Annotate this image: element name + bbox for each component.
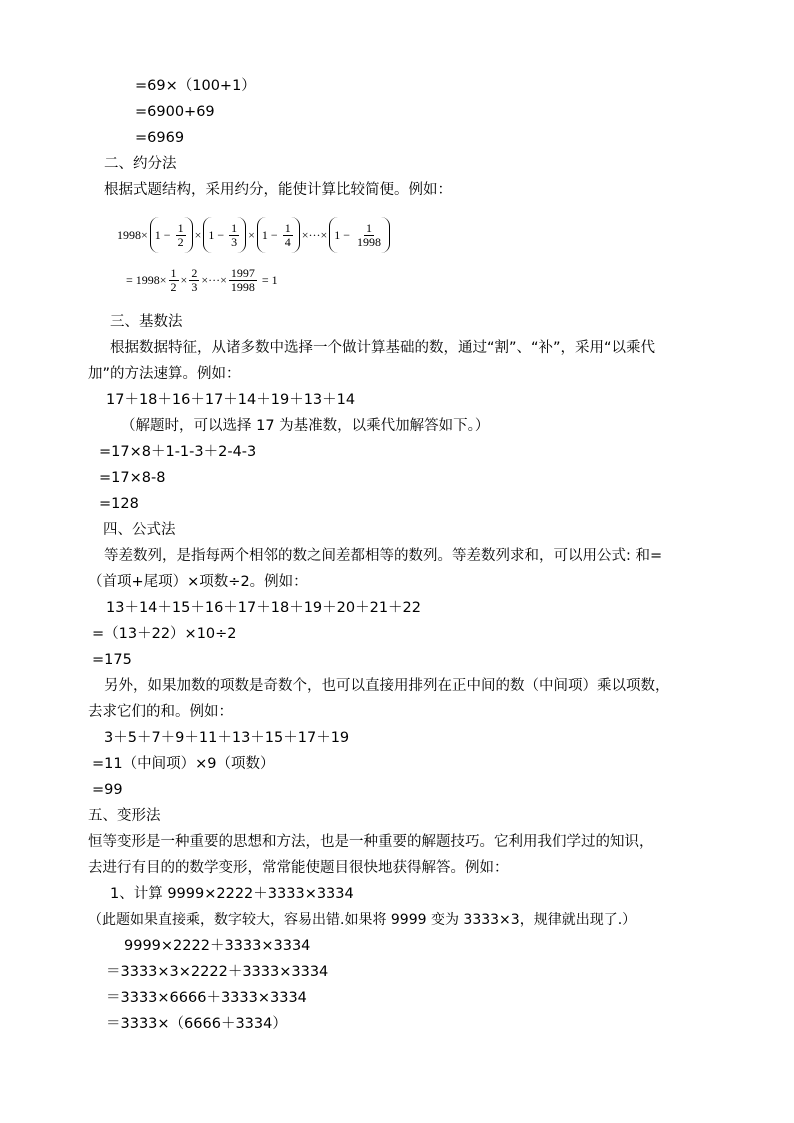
formula-text: × <box>248 227 255 242</box>
fraction <box>283 222 293 249</box>
formula-text: 1 − <box>208 227 225 242</box>
formula-text: 1 − <box>154 227 171 242</box>
paragraph: 根据数据特征，从诸多数中选择一个做计算基础的数，通过“割”、“补”，采用“以乘代 <box>110 340 656 356</box>
paren-group <box>329 217 390 253</box>
formula-text: 1 − <box>261 227 278 242</box>
calc-line: =175 <box>92 652 132 668</box>
paragraph: 另外，如果加数的项数是奇数个，也可以直接用排列在正中间的数（中间项）乘以项数， <box>104 678 670 694</box>
section-heading: 二、约分法 <box>104 156 177 172</box>
calc-line: =11（中间项）×9（项数） <box>92 756 275 772</box>
fraction <box>189 267 199 294</box>
denominator: 2 <box>177 234 184 249</box>
numerator: 1997 <box>230 265 255 280</box>
numerator: 1 <box>231 220 238 235</box>
denominator: 3 <box>191 279 198 294</box>
calc-line: 17＋18＋16＋17＋14＋19＋13＋14 <box>106 392 356 408</box>
calc-line: 1、计算 9999×2222＋3333×3334 <box>110 886 354 902</box>
note: （解题时，可以选择 17 为基准数，以乘代加解答如下。） <box>121 418 490 434</box>
calc-line: =17×8-8 <box>99 470 166 486</box>
paren-group <box>203 217 246 253</box>
paragraph: 加”的方法速算。例如： <box>88 366 241 382</box>
fraction <box>355 222 383 249</box>
paragraph: 等差数列，是指每两个相邻的数之间差都相等的数列。等差数列求和，可以用公式: 和= <box>104 548 663 564</box>
calc-line: =6969 <box>135 130 185 146</box>
formula-text: × <box>194 227 202 242</box>
numerator: 1 <box>170 265 177 280</box>
formula-text: 1 − <box>334 227 350 242</box>
calc-line: =69×（100+1） <box>135 78 256 94</box>
calc-line: 3＋5＋7＋9＋11＋13＋15＋17＋19 <box>104 730 350 746</box>
note: （此题如果直接乘，数字较大，容易出错.如果将 9999 变为 3333×3，规律就出现了.） <box>88 912 637 928</box>
numerator: 2 <box>191 265 198 280</box>
formula-text: = 1998× <box>126 272 167 287</box>
numerator: 1 <box>366 220 372 235</box>
calc-line: =6900+69 <box>135 104 215 120</box>
calc-line: 9999×2222＋3333×3334 <box>124 938 311 954</box>
formula-text: ×···× <box>201 272 227 287</box>
calc-line: ＝3333×6666＋3333×3334 <box>106 990 307 1006</box>
denominator: 3 <box>231 234 238 249</box>
section-heading: 三、基数法 <box>110 314 183 330</box>
formula-text: × <box>180 272 188 287</box>
calc-line: 13＋14＋15＋16＋17＋18＋19＋20＋21＋22 <box>106 600 422 616</box>
fraction <box>169 267 179 294</box>
denominator: 1998 <box>357 234 381 249</box>
section-heading: 五、变形法 <box>88 808 161 824</box>
numerator: 1 <box>177 220 184 235</box>
calc-line: =17×8＋1-1-3＋2-4-3 <box>99 444 257 460</box>
formula-product <box>117 215 392 255</box>
formula-simplified <box>126 260 278 300</box>
paragraph: 恒等变形是一种重要的思想和方法，也是一种重要的解题技巧。它利用我们学过的知识， <box>88 834 654 850</box>
paren-group <box>257 217 300 253</box>
paragraph: （首项+尾项）×项数÷2。例如： <box>88 574 308 590</box>
paragraph: 去求它们的和。例如： <box>88 704 233 720</box>
calc-line: =99 <box>92 782 123 798</box>
fraction <box>229 222 239 249</box>
denominator: 2 <box>170 279 177 294</box>
calc-line: =（13＋22）×10÷2 <box>92 626 237 642</box>
fraction <box>229 267 257 294</box>
numerator: 1 <box>284 220 291 235</box>
calc-line: =128 <box>99 496 139 512</box>
formula-text: 1998× <box>117 227 148 242</box>
section-heading: 四、公式法 <box>103 522 176 538</box>
fraction <box>176 222 186 249</box>
formula-text: = 1 <box>261 272 278 287</box>
calc-line: ＝3333×（6666＋3334） <box>106 1016 287 1032</box>
paragraph: 去进行有目的的数学变形，常常能使题目很快地获得解答。例如： <box>88 860 509 876</box>
denominator: 4 <box>284 234 291 249</box>
calc-line: ＝3333×3×2222＋3333×3334 <box>106 964 329 980</box>
paren-group <box>150 217 193 253</box>
formula-text: ×···× <box>301 227 328 242</box>
paragraph: 根据式题结构，采用约分，能使计算比较简便。例如： <box>104 182 452 198</box>
denominator: 1998 <box>230 279 255 294</box>
